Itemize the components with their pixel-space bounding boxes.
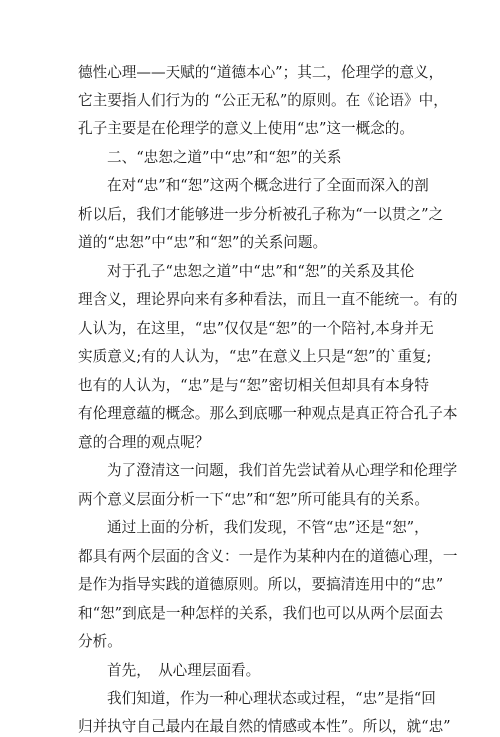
text-line: 我们知道，作为一种心理状态或过程，“忠”是指“回 bbox=[107, 690, 436, 707]
text-line: 理含义，理论界向来有多种看法，而且一直不能统一。有的 bbox=[78, 291, 458, 308]
text-line: 归并执守自己最内在最自然的情感或本性”。所以，就“忠” bbox=[78, 718, 451, 735]
text-line: 在对“忠”和“恕”这两个概念进行了全面而深入的剖 bbox=[107, 177, 429, 194]
text-line: 它主要指人们行为的 “公正无私”的原则。在《论语》中， bbox=[78, 92, 448, 109]
text-line: 为了澄清这一问题，我们首先尝试着从心理学和伦理学 bbox=[107, 462, 458, 479]
text-line: 意的合理的观点呢？ bbox=[78, 434, 210, 451]
text-line: 对于孔子“忠恕之道”中“忠”和“恕”的关系及其伦 bbox=[107, 263, 415, 280]
text-line: 分析。 bbox=[78, 633, 122, 650]
text-line: 有伦理意蕴的概念。那么到底哪一种观点是真正符合孔子本 bbox=[78, 405, 458, 422]
text-line: 都具有两个层面的含义：一是作为某种内在的道德心理，一 bbox=[78, 548, 458, 565]
text-line: 析以后，我们才能够进一步分析被孔子称为“一以贯之”之 bbox=[78, 206, 444, 223]
section-heading: 二、“忠恕之道”中“忠”和“恕”的关系 bbox=[107, 149, 342, 166]
text-line: 德性心理——天赋的“道德本心”；其二，伦理学的意义， bbox=[78, 64, 444, 81]
text-line: 和“恕”到底是一种怎样的关系，我们也可以从两个层面去 bbox=[78, 605, 444, 622]
text-line: 首先， 从心理层面看。 bbox=[107, 662, 261, 679]
text-line: 也有的人认为，“忠”是与“恕”密切相关但却具有本身特 bbox=[78, 377, 429, 394]
text-line: 是作为指导实践的道德原则。所以，要搞清连用中的“忠” bbox=[78, 576, 444, 593]
text-line: 道的“忠恕”中“忠”和“恕”的关系问题。 bbox=[78, 234, 328, 251]
text-line: 孔子主要是在伦理学的意义上使用“忠”这一概念的。 bbox=[78, 120, 414, 137]
text-line: 通过上面的分析，我们发现，不管“忠”还是“恕”， bbox=[107, 519, 429, 536]
text-line: 两个意义层面分析一下“忠”和“恕”所可能具有的关系。 bbox=[78, 491, 429, 508]
text-line: 实质意义;有的人认为，“忠”在意义上只是“恕”的`重复; bbox=[78, 348, 432, 365]
text-line: 人认为，在这里，“忠”仅仅是“恕”的一个陪衬,本身并无 bbox=[78, 320, 434, 337]
